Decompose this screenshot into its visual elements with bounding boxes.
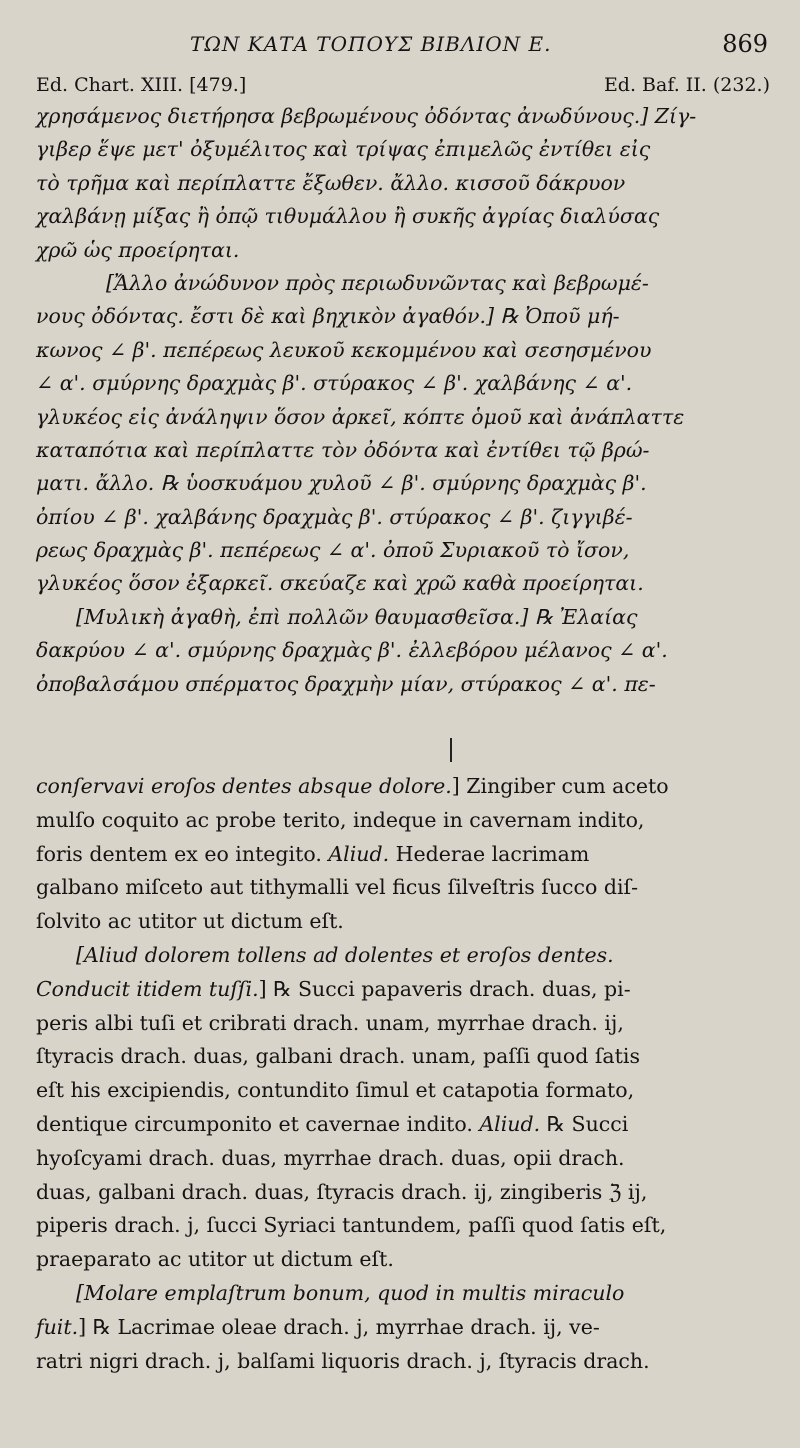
latin-line [36,838,766,872]
latin-italic-run: Aliud. [328,841,390,866]
latin-line [36,1142,766,1176]
latin-line [36,871,766,905]
latin-roman-run: praeparato ac utitor ut dictum eſt. [36,1247,394,1272]
latin-line [36,1074,766,1108]
latin-italic-run: Aliud. [479,1111,541,1136]
latin-roman-run: duas, galbani drach. duas, ſtyracis drach. ij, zingiberis ℨ ij, [36,1179,648,1204]
latin-line [36,1209,766,1243]
greek-line: χαλβάνῃ μίξας ἢ ὀπῷ τιθυμάλλου ἢ συκῆς ἀγρίας διαλύσας [36,204,660,229]
latin-italic-run: [Aliud dolorem tollens ad dolentes et eroſos dentes. [76,942,614,967]
latin-roman-run: hyoſcyami drach. duas, myrrhae drach. duas, opii drach. [36,1145,625,1170]
latin-roman-run: foris dentem ex eo integito. [36,841,329,866]
latin-line [36,1243,766,1277]
latin-roman-run: Hederae lacrimam [389,841,590,866]
page-number: 869 [722,30,768,58]
latin-italic-run: Conducit itidem tuſſi. [36,976,259,1001]
latin-line [36,1277,766,1311]
latin-line [36,770,766,804]
latin-roman-run: mulſo coquito ac probe terito, indeque in cavernam indito, [36,807,645,832]
latin-line [36,1040,766,1074]
latin-roman-run: peris albi tuſi et cribrati drach. unam, myrrhae drach. ij, [36,1010,624,1035]
greek-line: καταπότια καὶ περίπλαττε τὸν ὀδόντα καὶ ἐντίθει τῷ βρώ- [36,437,650,462]
latin-roman-run: ſtyracis drach. duas, galbani drach. unam, paſſi quod ſatis [36,1044,640,1069]
greek-line: ὀποβαλσάμου σπέρματος δραχμὴν μίαν, στύρακος ∠ α'. πε- [36,671,656,696]
running-head [0,32,800,62]
greek-line: κωνος ∠ β'. πεπέρεως λευκοῦ κεκομμένου καὶ σεσησμένου [36,337,652,362]
latin-roman-run: dentique circumponito et cavernae indito. [36,1111,480,1136]
edition-chart-reference: Ed. Chart. XIII. [479.] [36,74,247,96]
greek-line: ∠ α'. σμύρνης δραχμὰς β'. στύρακος ∠ β'. χαλβάνης ∠ α'. [36,371,633,396]
greek-line: [Ἄλλο ἀνώδυνον πρὸς περιωδυνῶντας καὶ βεβρωμέ- [106,270,649,295]
latin-roman-run: eſt his excipiendis, contundito ſimul et catapotia formato, [36,1078,635,1103]
latin-roman-run: ℞ Succi [540,1111,629,1136]
latin-line [36,1108,766,1142]
greek-line: ὀπίου ∠ β'. χαλβάνης δραχμὰς β'. στύρακος ∠ β'. ζιγγιβέ- [36,504,633,529]
greek-line: γλυκέος εἰς ἀνάληψιν ὅσον ἀρκεῖ, κόπτε ὁμοῦ καὶ ἀνάπλαττε [36,404,685,429]
greek-line: γιβερ ἕψε μετ' ὀξυμέλιτος καὶ τρίψας ἐπιμελῶς ἐντίθει εἰς [36,137,651,162]
greek-line: ρεως δραχμὰς β'. πεπέρεως ∠ α'. ὀποῦ Συριακοῦ τὸ ἴσον, [36,538,630,563]
greek-line: δακρύου ∠ α'. σμύρνης δραχμὰς β'. ἐλλεβόρου μέλανος ∠ α'. [36,638,668,663]
latin-line [36,1176,766,1210]
greek-line: [Μυλικὴ ἀγαθὴ, ἐπὶ πολλῶν θαυμασθεῖσα.] ℞ Ἐλαίας [76,604,638,629]
latin-line [36,804,766,838]
latin-roman-run: ratri nigri drach. j, balſami liquoris drach. j, ſtyracis drach. [36,1348,650,1373]
greek-line: ματι. ἄλλο. ℞ ὑοσκυάμου χυλοῦ ∠ β'. σμύρνης δραχμὰς β'. [36,471,647,496]
latin-italic-run: conſervavi eroſos dentes absque dolore. [36,774,452,798]
latin-line [36,1007,766,1041]
greek-line: τὸ τρῆμα καὶ περίπλαττε ἔξωθεν. ἄλλο. κισσοῦ δάκρυον [36,170,626,195]
latin-line [36,1345,766,1379]
greek-line: γλυκέος ὅσον ἐξαρκεῖ. σκεύαζε καὶ χρῶ καθὰ προείρηται. [36,571,644,596]
latin-line [36,905,766,939]
column-separator-mark [450,738,452,762]
running-title: ΤΩΝ ΚΑΤΑ ΤΟΠΟΥΣ ΒΙΒΛΙΟΝ Ε. [190,32,552,56]
latin-roman-run: ] ℞ Lacrimae oleae drach. j, myrrhae drach. ij, ve- [78,1314,600,1339]
greek-line: χρησάμενος διετήρησα βεβρωμένους ὀδόντας ἀνωδύνους.] Ζίγ- [36,104,697,128]
latin-roman-run: galbano miſceto aut tithymalli vel ficus ſilveſtris ſucco diſ- [36,875,639,900]
latin-text-block [36,770,766,1378]
greek-text-block [36,100,766,701]
edition-basel-reference: Ed. Baf. II. (232.) [603,74,770,96]
latin-italic-run: [Molare emplaſtrum bonum, quod in multis miraculo [76,1280,625,1305]
latin-line [36,939,766,973]
latin-roman-run: ] Zingiber cum aceto [451,774,669,798]
latin-italic-run: fuit. [36,1314,79,1339]
greek-line: νους ὀδόντας. ἔστι δὲ καὶ βηχικὸν ἀγαθόν.] ℞ Ὀποῦ μή- [36,304,620,329]
latin-line [36,973,766,1007]
latin-roman-run: ] ℞ Succi papaveris drach. duas, pi- [258,976,631,1001]
latin-roman-run: ſolvito ac utitor ut dictum eſt. [36,909,344,934]
latin-roman-run: piperis drach. j, ſucci Syriaci tantundem, paſſi quod ſatis eſt, [36,1213,667,1238]
greek-line: χρῶ ὡς προείρηται. [36,237,240,262]
latin-line [36,1311,766,1345]
